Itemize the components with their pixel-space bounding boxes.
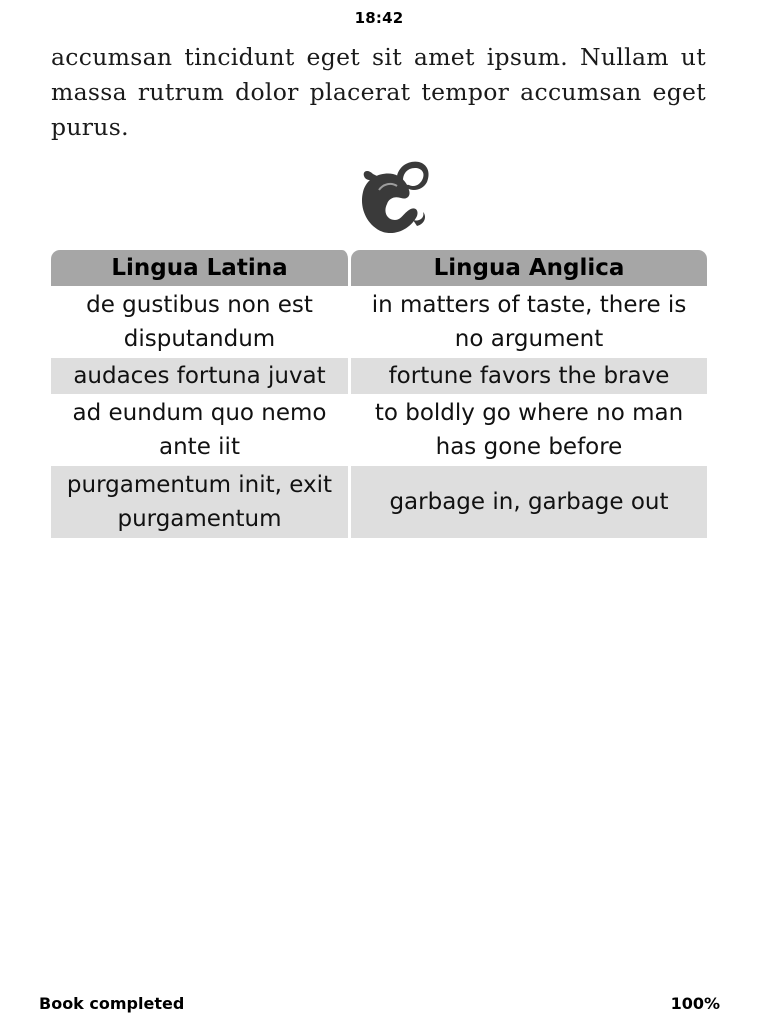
table-row [51, 466, 707, 538]
table-cell-latin: de gustibus non est disputandum [51, 286, 351, 358]
table-row [51, 358, 707, 394]
table-cell-latin: ad eundum quo nemo ante iit [51, 394, 351, 466]
header-english: Lingua Anglica [351, 250, 707, 286]
table-cell-english: in matters of taste, there is no argument [371, 292, 687, 352]
header-latin: Lingua Latina [51, 250, 351, 286]
table-row [51, 394, 707, 466]
fleuron-body [362, 174, 418, 234]
reading-progress-percent: 100% [670, 994, 720, 1013]
table-cell-latin: purgamentum init, exit purgamentum [51, 466, 351, 538]
table-cell-english: to boldly go where no man has gone before [374, 400, 684, 460]
phrase-table [51, 250, 707, 538]
reading-progress-label: Book completed [39, 994, 185, 1013]
status-clock: 18:42 [354, 9, 404, 27]
book-paragraph: accumsan tincidunt eget sit amet ipsum. Nullam ut massa rutrum dolor placerat tempor accumsan eget purus. [51, 43, 706, 141]
table-cell-latin: audaces fortuna juvat [51, 358, 351, 394]
table-cell-english: garbage in, garbage out [351, 466, 707, 538]
table-row [51, 286, 707, 358]
table-cell-english: fortune favors the brave [351, 358, 707, 394]
table-header-row [51, 250, 707, 286]
fleuron-icon [353, 156, 433, 238]
